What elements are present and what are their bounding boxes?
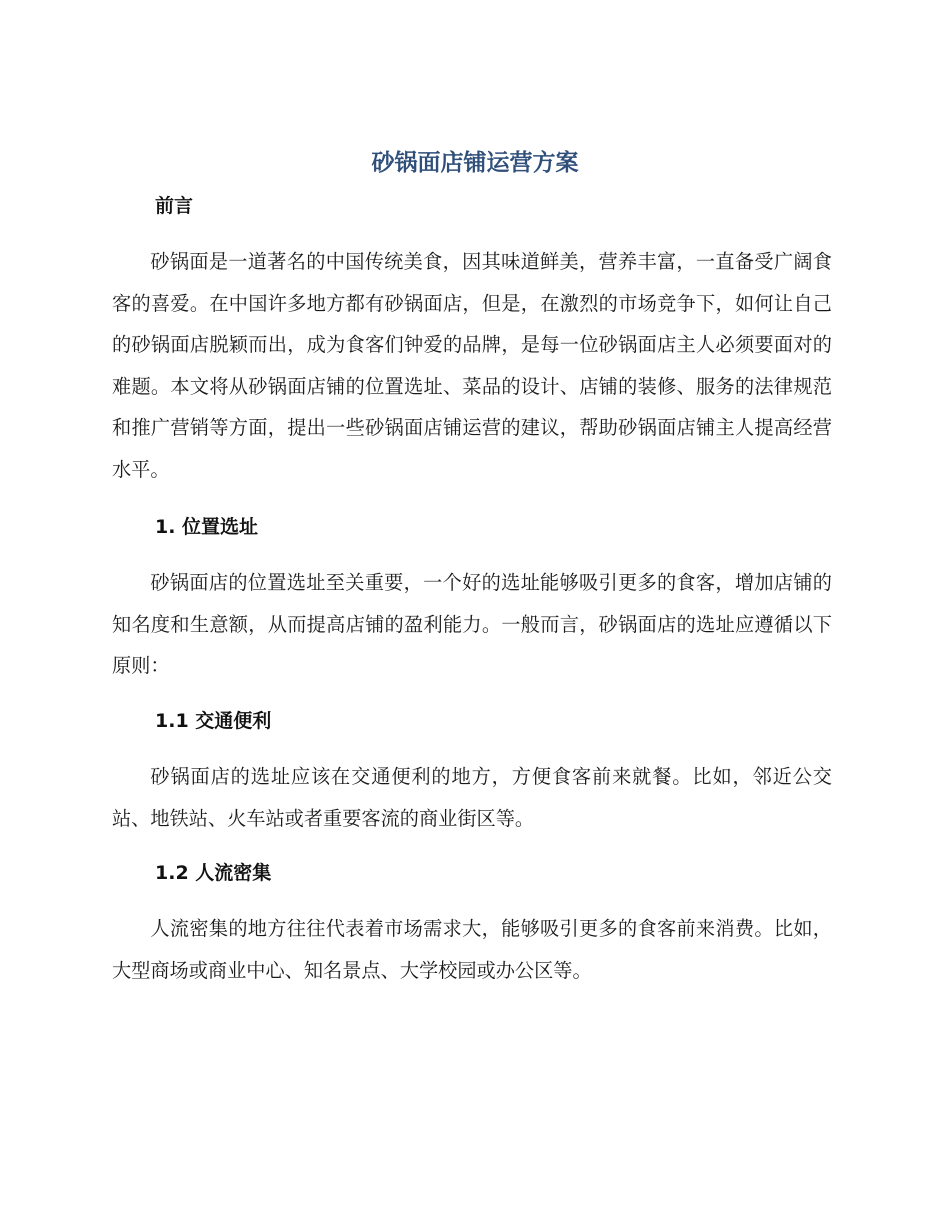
section-heading-location: 1. 位置选址 (155, 516, 259, 538)
section-heading-transport: 1.1 交通便利 (155, 710, 272, 732)
section-heading-crowd: 1.2 人流密集 (155, 862, 272, 884)
section-paragraph-preface: 砂锅面是一道著名的中国传统美食，因其味道鲜美，营养丰富，一直备受广阔食客的喜爱。在中国许多地方都有砂锅面店，但是，在激烈的市场竞争下，如何让自己的砂锅面店脱颖而出，成为食客们钟爱的品牌，是每一位砂锅面店主人必须要面对的难题。本文将从砂锅面店铺的位置选址、菜品的设计、店铺的装修、服务的法律规范和推广营销等方面，提出一些砂锅面店铺运营的建议，帮助砂锅面店铺主人提高经营水平。 (112, 250, 832, 481)
section-paragraph-transport: 砂锅面店的选址应该在交通便利的地方，方便食客前来就餐。比如，邻近公交站、地铁站、火车站或者重要客流的商业街区等。 (112, 765, 832, 830)
section-heading-preface: 前言 (155, 195, 194, 217)
section-paragraph-location: 砂锅面店的位置选址至关重要，一个好的选址能够吸引更多的食客，增加店铺的知名度和生意额，从而提高店铺的盈利能力。一般而言，砂锅面店的选址应遵循以下原则： (112, 571, 832, 677)
document-title: 砂锅面店铺运营方案 (371, 150, 579, 176)
section-paragraph-crowd: 人流密集的地方往往代表着市场需求大，能够吸引更多的食客前来消费。比如，大型商场或商业中心、知名景点、大学校园或办公区等。 (112, 917, 832, 982)
